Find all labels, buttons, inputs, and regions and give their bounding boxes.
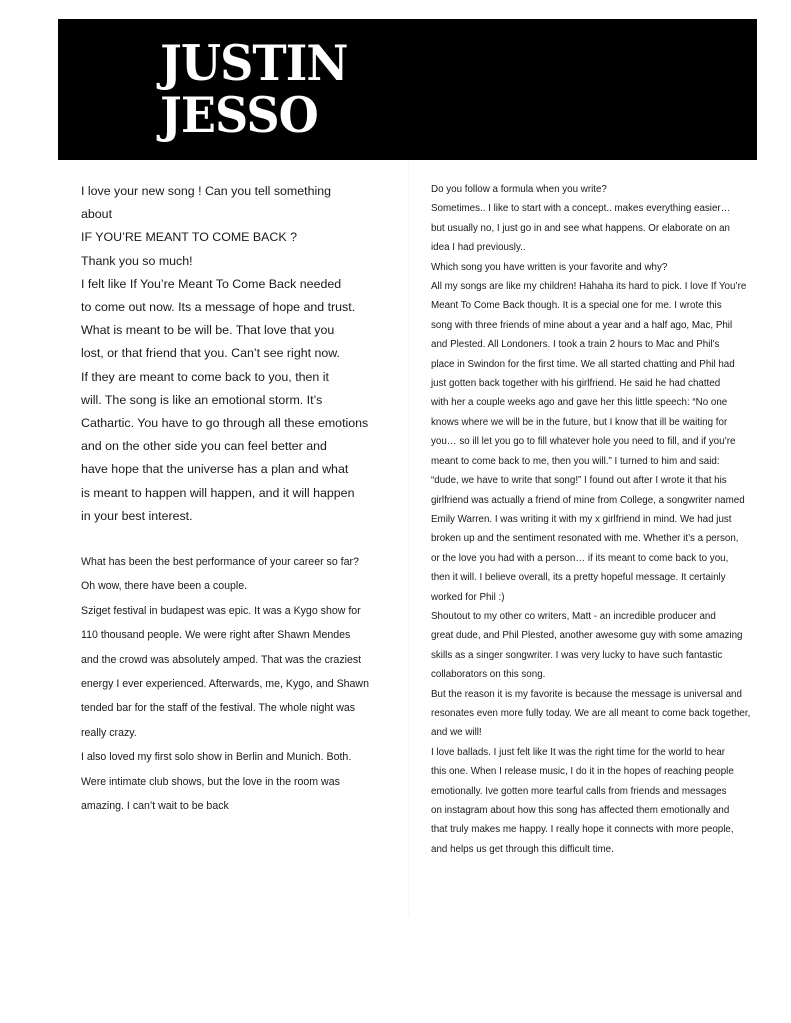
text-line: have hope that the universe has a plan and what	[81, 462, 349, 477]
text-line: will. The song is like an emotional storm. It’s	[81, 392, 323, 407]
text-line: knows where we will be in the future, but I know that ill be waiting for	[431, 416, 728, 428]
text-line: collaborators on this song.	[431, 669, 546, 681]
article-body	[58, 160, 757, 916]
text-line: in your best interest.	[81, 508, 193, 523]
text-line: and the crowd was absolutely amped. That was the craziest	[81, 653, 362, 666]
header-banner	[58, 19, 757, 160]
text-line: Were intimate club shows, but the love in the room was	[81, 775, 340, 788]
text-line: you… so ill let you go to fill whatever hole you need to fill, and if you’re	[431, 436, 736, 448]
text-line: resonates even more fully today. We are all meant to come back together,	[431, 707, 751, 719]
text-line: Meant To Come Back though. It is a special one for me. I wrote this	[431, 300, 722, 312]
text-line: broken up and the sentiment resonated with me. Whether it’s a person,	[431, 533, 739, 545]
column-divider	[408, 160, 409, 916]
text-line: amazing. I can’t wait to be back	[81, 800, 229, 813]
text-line: tended bar for the staff of the festival. The whole night was	[81, 702, 356, 715]
text-line: about	[81, 207, 113, 222]
text-line: with her a couple weeks ago and gave her this little speech: “No one	[431, 397, 728, 409]
text-line: girlfriend was actually a friend of mine from College, a songwriter named	[431, 494, 745, 506]
text-line: meant to come back to me, then you will.” I turned to him and said:	[431, 455, 720, 467]
text-line: this one. When I release music, I do it in the hopes of reaching people	[431, 766, 734, 778]
text-line: “dude, we have to write that song!” I found out after I wrote it that his	[431, 475, 727, 487]
text-line: that truly makes me happy. I really hope it connects with more people,	[431, 824, 734, 836]
text-line: Emily Warren. I was writing it with my x girlfriend in mind. We had just	[431, 513, 732, 525]
text-line: I love ballads. I just felt like It was the right time for the world to hear	[431, 746, 726, 758]
text-line: I love your new song ! Can you tell something	[81, 184, 332, 198]
text-line: Thank you so much!	[81, 253, 193, 268]
text-line: What has been the best performance of your career so far?	[81, 556, 359, 569]
right-column	[431, 180, 756, 859]
text-line: If they are meant to come back to you, then it	[81, 369, 329, 384]
intro-answer	[81, 180, 381, 528]
text-line: Do you follow a formula when you write?	[431, 184, 607, 195]
title-line-1: JUSTIN	[160, 34, 348, 92]
text-line: worked for Phil :)	[431, 591, 505, 603]
text-line: Shoutout to my other co writers, Matt - an incredible producer and	[431, 610, 716, 622]
text-line: I felt like If You’re Meant To Come Back needed	[81, 276, 342, 291]
text-line: emotionally. Ive gotten more tearful calls from friends and messages	[431, 785, 727, 797]
text-line: great dude, and Phil Plested, another awesome guy with some amazing	[431, 630, 743, 642]
text-line: just gotten back together with his girlfriend. He said he had chatted	[431, 378, 721, 390]
text-line: or the love you had with a person… if its meant to come back to you,	[431, 552, 729, 564]
text-line: idea I had previously..	[431, 242, 526, 254]
text-line: Sometimes.. I like to start with a concept.. makes everything easier…	[431, 203, 731, 215]
text-line: place in Swindon for the first time. We all started chatting and Phil had	[431, 358, 735, 370]
text-line: I also loved my first solo show in Berlin and Munich. Both.	[81, 751, 352, 764]
text-line: and we will!	[431, 727, 482, 739]
text-line: is meant to happen will happen, and it will happen	[81, 485, 355, 500]
text-line: What is meant to be will be. That love that you	[81, 323, 335, 338]
text-line: song with three friends of mine about a year and a half ago, Mac, Phil	[431, 319, 733, 331]
text-line: but usually no, I just go in and see what happens. Or elaborate on an	[431, 222, 731, 234]
text-line: Sziget festival in budapest was epic. It was a Kygo show for	[81, 604, 361, 617]
page-title	[160, 34, 348, 144]
text-line: and helps us get through this difficult time.	[431, 843, 614, 855]
text-line: IF YOU’RE MEANT TO COME BACK ?	[81, 230, 297, 245]
performance-answer	[81, 550, 381, 818]
text-line: Which song you have written is your favorite and why?	[431, 261, 668, 273]
text-line: and Plested. All Londoners. I took a train 2 hours to Mac and Phil’s	[431, 339, 720, 351]
text-line: But the reason it is my favorite is because the message is universal and	[431, 688, 742, 700]
text-line: and on the other side you can feel better and	[81, 439, 327, 454]
text-line: to come out now. Its a message of hope and trust.	[81, 300, 356, 315]
text-line: energy I ever experienced. Afterwards, me, Kygo, and Shawn	[81, 678, 369, 691]
text-line: 110 thousand people. We were right after Shawn Mendes	[81, 629, 351, 642]
text-line: Cathartic. You have to go through all these emotions	[81, 416, 369, 431]
text-line: lost, or that friend that you. Can’t see right now.	[81, 346, 340, 361]
text-line: then it will. I believe overall, its a pretty hopeful message. It certainly	[431, 572, 726, 584]
text-line: Oh wow, there have been a couple.	[81, 580, 248, 593]
title-line-2: JESSO	[160, 86, 318, 144]
text-line: All my songs are like my children! Hahaha its hard to pick. I love If You’re	[431, 281, 747, 293]
text-line: really crazy.	[81, 726, 137, 739]
text-line: skills as a singer songwriter. I was very lucky to have such fantastic	[431, 649, 723, 661]
text-line: on instagram about how this song has affected them emotionally and	[431, 805, 730, 816]
left-column	[81, 180, 381, 819]
